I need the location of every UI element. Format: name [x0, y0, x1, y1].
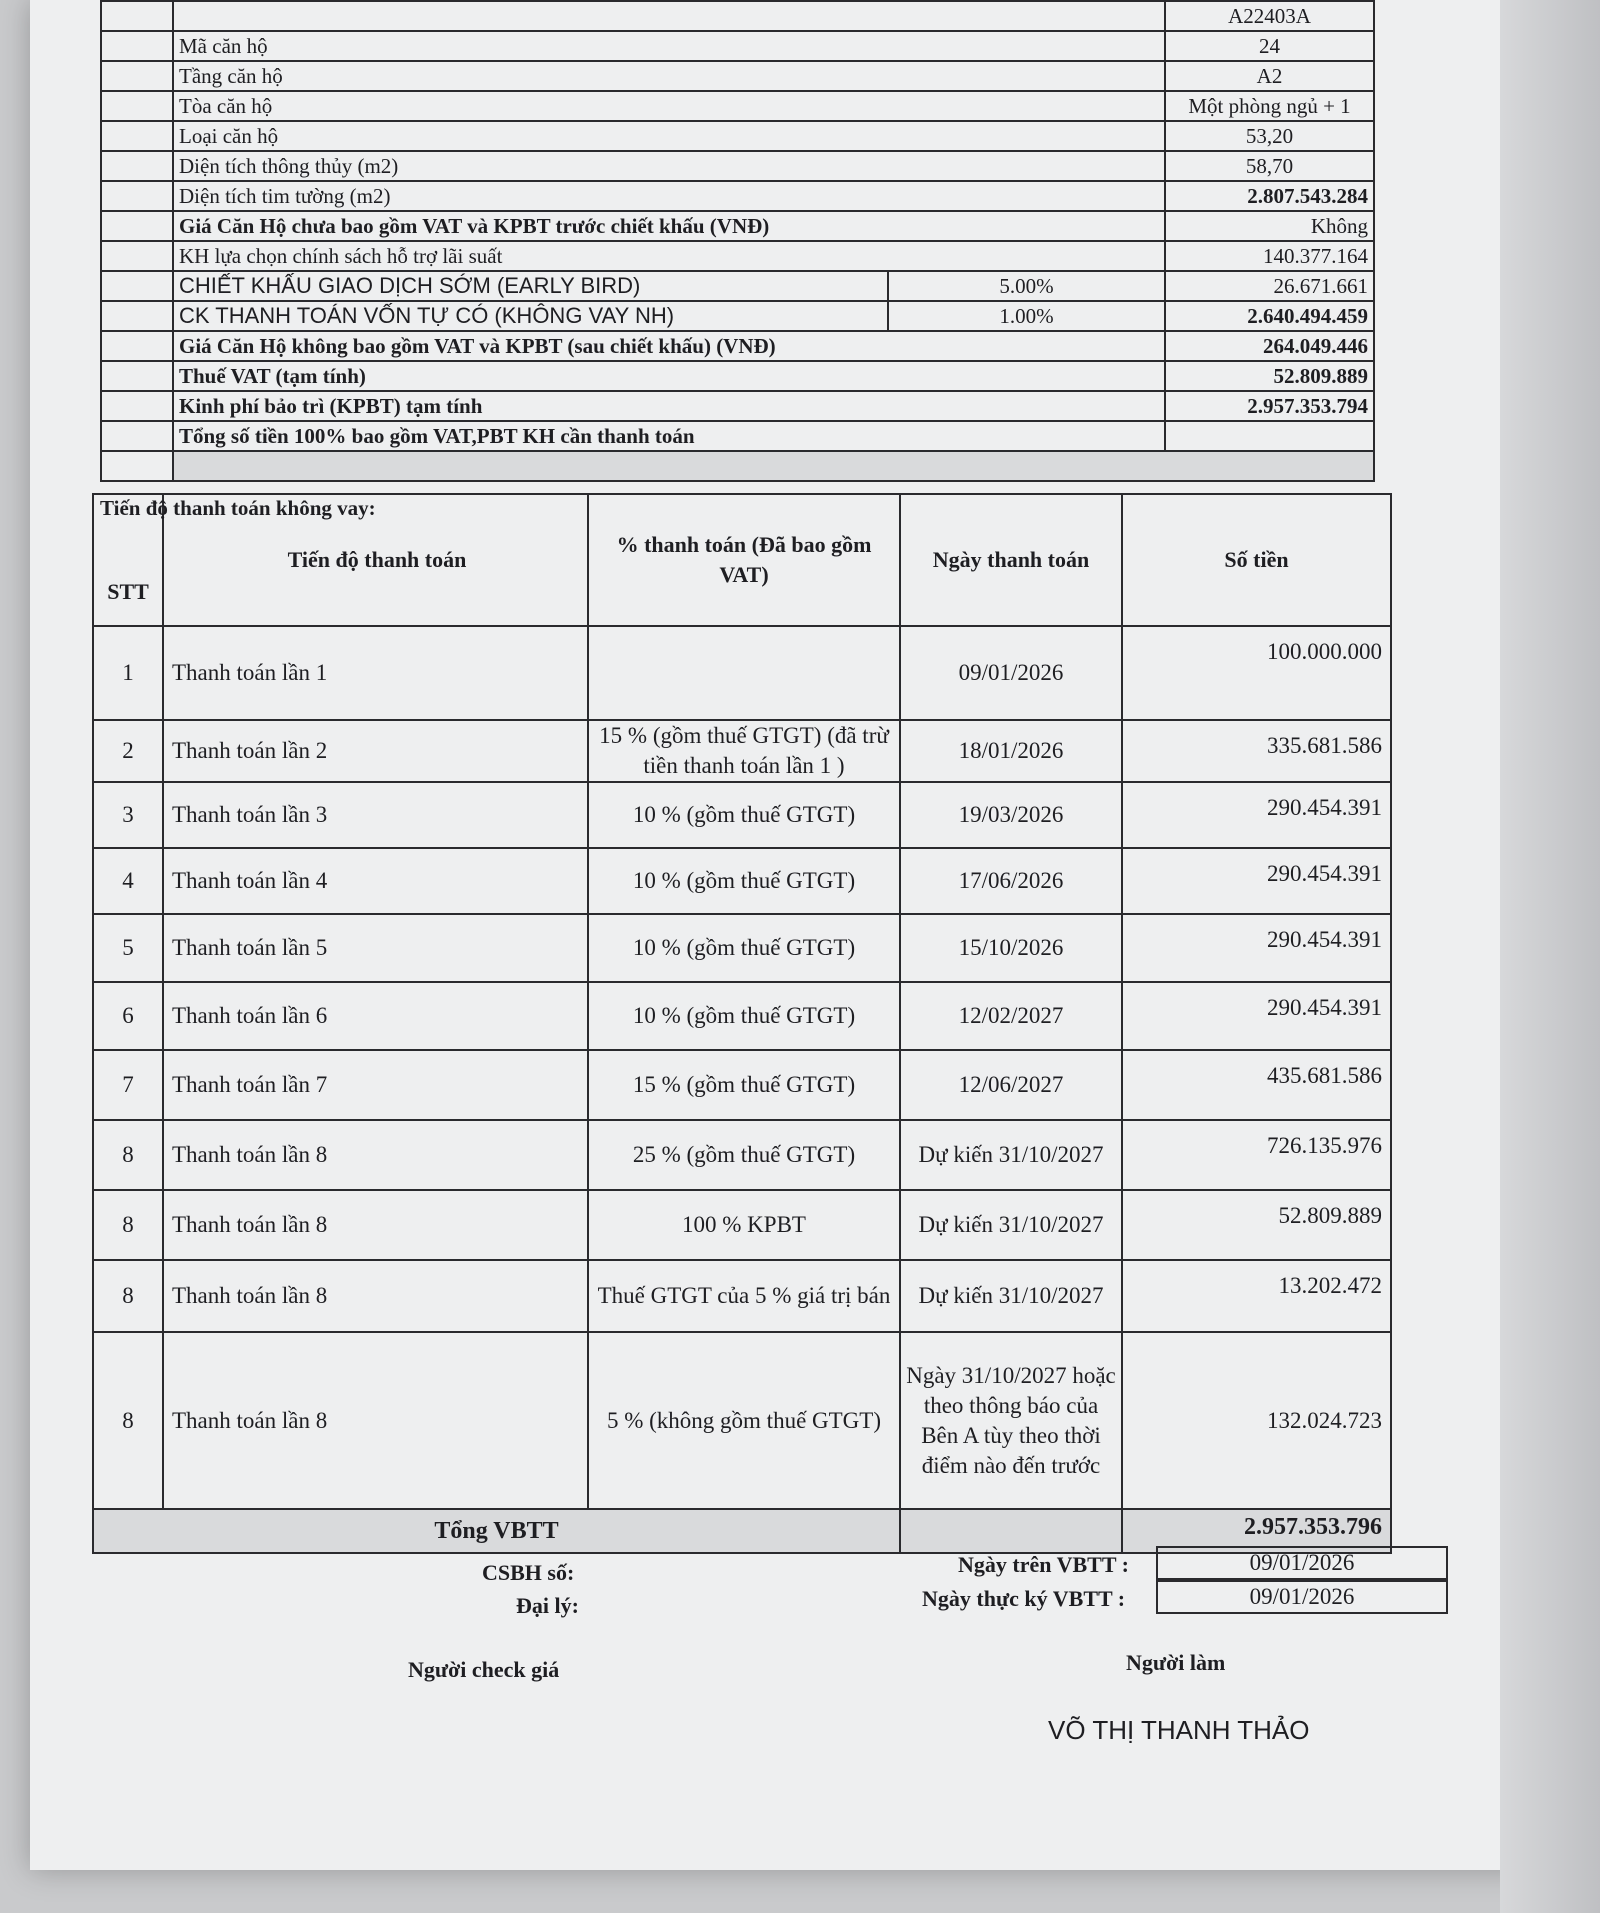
- total-empty-cell: [900, 1509, 1122, 1553]
- summary-stub-cell: [101, 121, 173, 151]
- summary-percent: 1.00%: [888, 301, 1165, 331]
- row-stt: 3: [93, 782, 163, 848]
- csbh-label: CSBH số:: [482, 1560, 575, 1585]
- preparer-label: Người làm: [1126, 1650, 1226, 1675]
- summary-stub-cell: [101, 421, 173, 451]
- row-amount: 132.024.723: [1122, 1332, 1391, 1509]
- row-stt: 8: [93, 1190, 163, 1260]
- row-amount: 290.454.391: [1122, 782, 1391, 848]
- row-date: 12/02/2027: [900, 982, 1122, 1050]
- row-date: 19/03/2026: [900, 782, 1122, 848]
- summary-row: [101, 61, 1374, 91]
- vbtt-date-box: 09/01/2026: [1156, 1546, 1448, 1580]
- table-row: [93, 982, 1391, 1050]
- summary-row: [101, 121, 1374, 151]
- table-row: [93, 782, 1391, 848]
- summary-row: [101, 331, 1374, 361]
- row-date: 17/06/2026: [900, 848, 1122, 914]
- schedule-caption: Tiến độ thanh toán không vay:: [100, 496, 376, 520]
- row-amount: 290.454.391: [1122, 914, 1391, 982]
- summary-label: Tầng căn hộ: [173, 61, 1165, 91]
- agent-label: Đại lý:: [516, 1593, 579, 1618]
- row-stage: Thanh toán lần 3: [163, 782, 588, 848]
- summary-label: Tổng số tiền 100% bao gồm VAT,PBT KH cần thanh toán: [173, 421, 1165, 451]
- row-percent: 25 % (gồm thuế GTGT): [588, 1120, 900, 1190]
- summary-label: Kinh phí bảo trì (KPBT) tạm tính: [173, 391, 1165, 421]
- row-percent: 10 % (gồm thuế GTGT): [588, 982, 900, 1050]
- row-stt: 8: [93, 1260, 163, 1332]
- summary-value: A2: [1165, 61, 1374, 91]
- table-row: [93, 914, 1391, 982]
- checker-label: Người check giá: [408, 1657, 560, 1682]
- row-date: 15/10/2026: [900, 914, 1122, 982]
- total-label: Tổng VBTT: [93, 1509, 900, 1553]
- summary-spacer-cell: [173, 451, 1374, 481]
- summary-row: [101, 151, 1374, 181]
- row-stt: 5: [93, 914, 163, 982]
- row-amount: 290.454.391: [1122, 982, 1391, 1050]
- row-percent: [588, 626, 900, 720]
- table-row: [93, 1120, 1391, 1190]
- row-stage: Thanh toán lần 8: [163, 1190, 588, 1260]
- row-stt: 4: [93, 848, 163, 914]
- summary-label-cell: [173, 1, 1165, 31]
- summary-label: CK THANH TOÁN VỐN TỰ CÓ (KHÔNG VAY NH): [173, 301, 888, 331]
- row-stt: 6: [93, 982, 163, 1050]
- sign-date-box: 09/01/2026: [1156, 1580, 1448, 1614]
- summary-stub-cell: [101, 331, 173, 361]
- header-date: Ngày thanh toán: [900, 494, 1122, 626]
- summary-value: Không: [1165, 211, 1374, 241]
- summary-value: 140.377.164: [1165, 241, 1374, 271]
- summary-row: [101, 421, 1374, 451]
- table-row: [93, 626, 1391, 720]
- row-stt: 8: [93, 1332, 163, 1509]
- row-stt: 1: [93, 626, 163, 720]
- vbtt-date-label: Ngày trên VBTT :: [958, 1552, 1129, 1577]
- summary-row: [101, 211, 1374, 241]
- summary-value: 264.049.446: [1165, 331, 1374, 361]
- row-amount: 52.809.889: [1122, 1190, 1391, 1260]
- row-date: Dự kiến 31/10/2027: [900, 1190, 1122, 1260]
- summary-stub-cell: [101, 451, 173, 481]
- row-amount: 335.681.586: [1122, 720, 1391, 782]
- row-stage: Thanh toán lần 8: [163, 1120, 588, 1190]
- summary-row: [101, 271, 1374, 301]
- summary-label: CHIẾT KHẤU GIAO DỊCH SỚM (EARLY BIRD): [173, 271, 888, 301]
- summary-value: 58,70: [1165, 151, 1374, 181]
- row-stage: Thanh toán lần 8: [163, 1332, 588, 1509]
- row-date: Dự kiến 31/10/2027: [900, 1120, 1122, 1190]
- header-stage: Tiến độ thanh toán: [163, 494, 588, 626]
- summary-row: [101, 301, 1374, 331]
- row-date: 12/06/2027: [900, 1050, 1122, 1120]
- summary-row: [101, 391, 1374, 421]
- header-amount: Số tiền: [1122, 494, 1391, 626]
- summary-row: [101, 361, 1374, 391]
- summary-top-value: A22403A: [1165, 1, 1374, 31]
- row-amount: 100.000.000: [1122, 626, 1391, 720]
- row-percent: Thuế GTGT của 5 % giá trị bán: [588, 1260, 900, 1332]
- table-row: [93, 1260, 1391, 1332]
- summary-label: Thuế VAT (tạm tính): [173, 361, 1165, 391]
- summary-label: Mã căn hộ: [173, 31, 1165, 61]
- summary-stub-cell: [101, 271, 173, 301]
- summary-value: 2.957.353.794: [1165, 391, 1374, 421]
- preparer-name: VÕ THỊ THANH THẢO: [1048, 1715, 1310, 1745]
- row-amount: 435.681.586: [1122, 1050, 1391, 1120]
- row-amount: 290.454.391: [1122, 848, 1391, 914]
- header-stt: STT: [93, 494, 163, 626]
- summary-row: [101, 31, 1374, 61]
- summary-value: Một phòng ngủ + 1: [1165, 91, 1374, 121]
- row-percent: 10 % (gồm thuế GTGT): [588, 914, 900, 982]
- summary-stub-cell: [101, 301, 173, 331]
- sign-date-label: Ngày thực ký VBTT :: [922, 1586, 1126, 1611]
- row-percent: 10 % (gồm thuế GTGT): [588, 782, 900, 848]
- row-percent: 15 % (gồm thuế GTGT) (đã trừ tiền thanh toán lần 1 ): [588, 720, 900, 782]
- row-percent: 15 % (gồm thuế GTGT): [588, 1050, 900, 1120]
- summary-stub-cell: [101, 211, 173, 241]
- summary-label: Giá Căn Hộ chưa bao gồm VAT và KPBT trước chiết khấu (VNĐ): [173, 211, 1165, 241]
- row-stt: 7: [93, 1050, 163, 1120]
- summary-stub-cell: [101, 361, 173, 391]
- summary-stub-cell: [101, 91, 173, 121]
- summary-top-row: [101, 1, 1374, 31]
- summary-spacer-row: [101, 451, 1374, 481]
- row-stt: 8: [93, 1120, 163, 1190]
- table-row: [93, 720, 1391, 782]
- row-date: Ngày 31/10/2027 hoặc theo thông báo của Bên A tùy theo thời điểm nào đến trước: [900, 1332, 1122, 1509]
- apartment-summary-table: [100, 0, 1375, 482]
- summary-label: Loại căn hộ: [173, 121, 1165, 151]
- summary-label: Diện tích tim tường (m2): [173, 181, 1165, 211]
- summary-stub-cell: [101, 241, 173, 271]
- summary-stub-cell: [101, 391, 173, 421]
- row-date: 18/01/2026: [900, 720, 1122, 782]
- table-row: [93, 848, 1391, 914]
- summary-label: Diện tích thông thủy (m2): [173, 151, 1165, 181]
- row-stage: Thanh toán lần 5: [163, 914, 588, 982]
- summary-percent: 5.00%: [888, 271, 1165, 301]
- summary-stub-cell: [101, 31, 173, 61]
- summary-value: 52.809.889: [1165, 361, 1374, 391]
- summary-stub-cell: [101, 61, 173, 91]
- summary-value: 2.807.543.284: [1165, 181, 1374, 211]
- row-stage: Thanh toán lần 1: [163, 626, 588, 720]
- row-stage: Thanh toán lần 8: [163, 1260, 588, 1332]
- table-row: [93, 1050, 1391, 1120]
- summary-value: 2.640.494.459: [1165, 301, 1374, 331]
- summary-row: [101, 181, 1374, 211]
- summary-stub-cell: [101, 181, 173, 211]
- table-row: [93, 1332, 1391, 1509]
- summary-row: [101, 91, 1374, 121]
- table-row: [93, 1190, 1391, 1260]
- row-percent: 5 % (không gồm thuế GTGT): [588, 1332, 900, 1509]
- row-stt: 2: [93, 720, 163, 782]
- row-stage: Thanh toán lần 6: [163, 982, 588, 1050]
- row-stage: Thanh toán lần 2: [163, 720, 588, 782]
- summary-value: 24: [1165, 31, 1374, 61]
- summary-value: 26.671.661: [1165, 271, 1374, 301]
- summary-label: Tòa căn hộ: [173, 91, 1165, 121]
- summary-label: KH lựa chọn chính sách hỗ trợ lãi suất: [173, 241, 1165, 271]
- page-edge: [1500, 0, 1600, 1913]
- summary-label: Giá Căn Hộ không bao gồm VAT và KPBT (sau chiết khấu) (VNĐ): [173, 331, 1165, 361]
- summary-stub-cell: [101, 1, 173, 31]
- row-stage: Thanh toán lần 4: [163, 848, 588, 914]
- summary-row: [101, 241, 1374, 271]
- row-percent: 100 % KPBT: [588, 1190, 900, 1260]
- row-stage: Thanh toán lần 7: [163, 1050, 588, 1120]
- summary-value: 53,20: [1165, 121, 1374, 151]
- row-amount: 13.202.472: [1122, 1260, 1391, 1332]
- header-percent: % thanh toán (Đã bao gồm VAT): [588, 494, 900, 626]
- row-amount: 726.135.976: [1122, 1120, 1391, 1190]
- row-date: 09/01/2026: [900, 626, 1122, 720]
- total-amount: 2.957.353.796: [1122, 1509, 1391, 1553]
- summary-stub-cell: [101, 151, 173, 181]
- payment-schedule-table: [92, 493, 1392, 1554]
- row-percent: 10 % (gồm thuế GTGT): [588, 848, 900, 914]
- row-date: Dự kiến 31/10/2027: [900, 1260, 1122, 1332]
- summary-value: [1165, 421, 1374, 451]
